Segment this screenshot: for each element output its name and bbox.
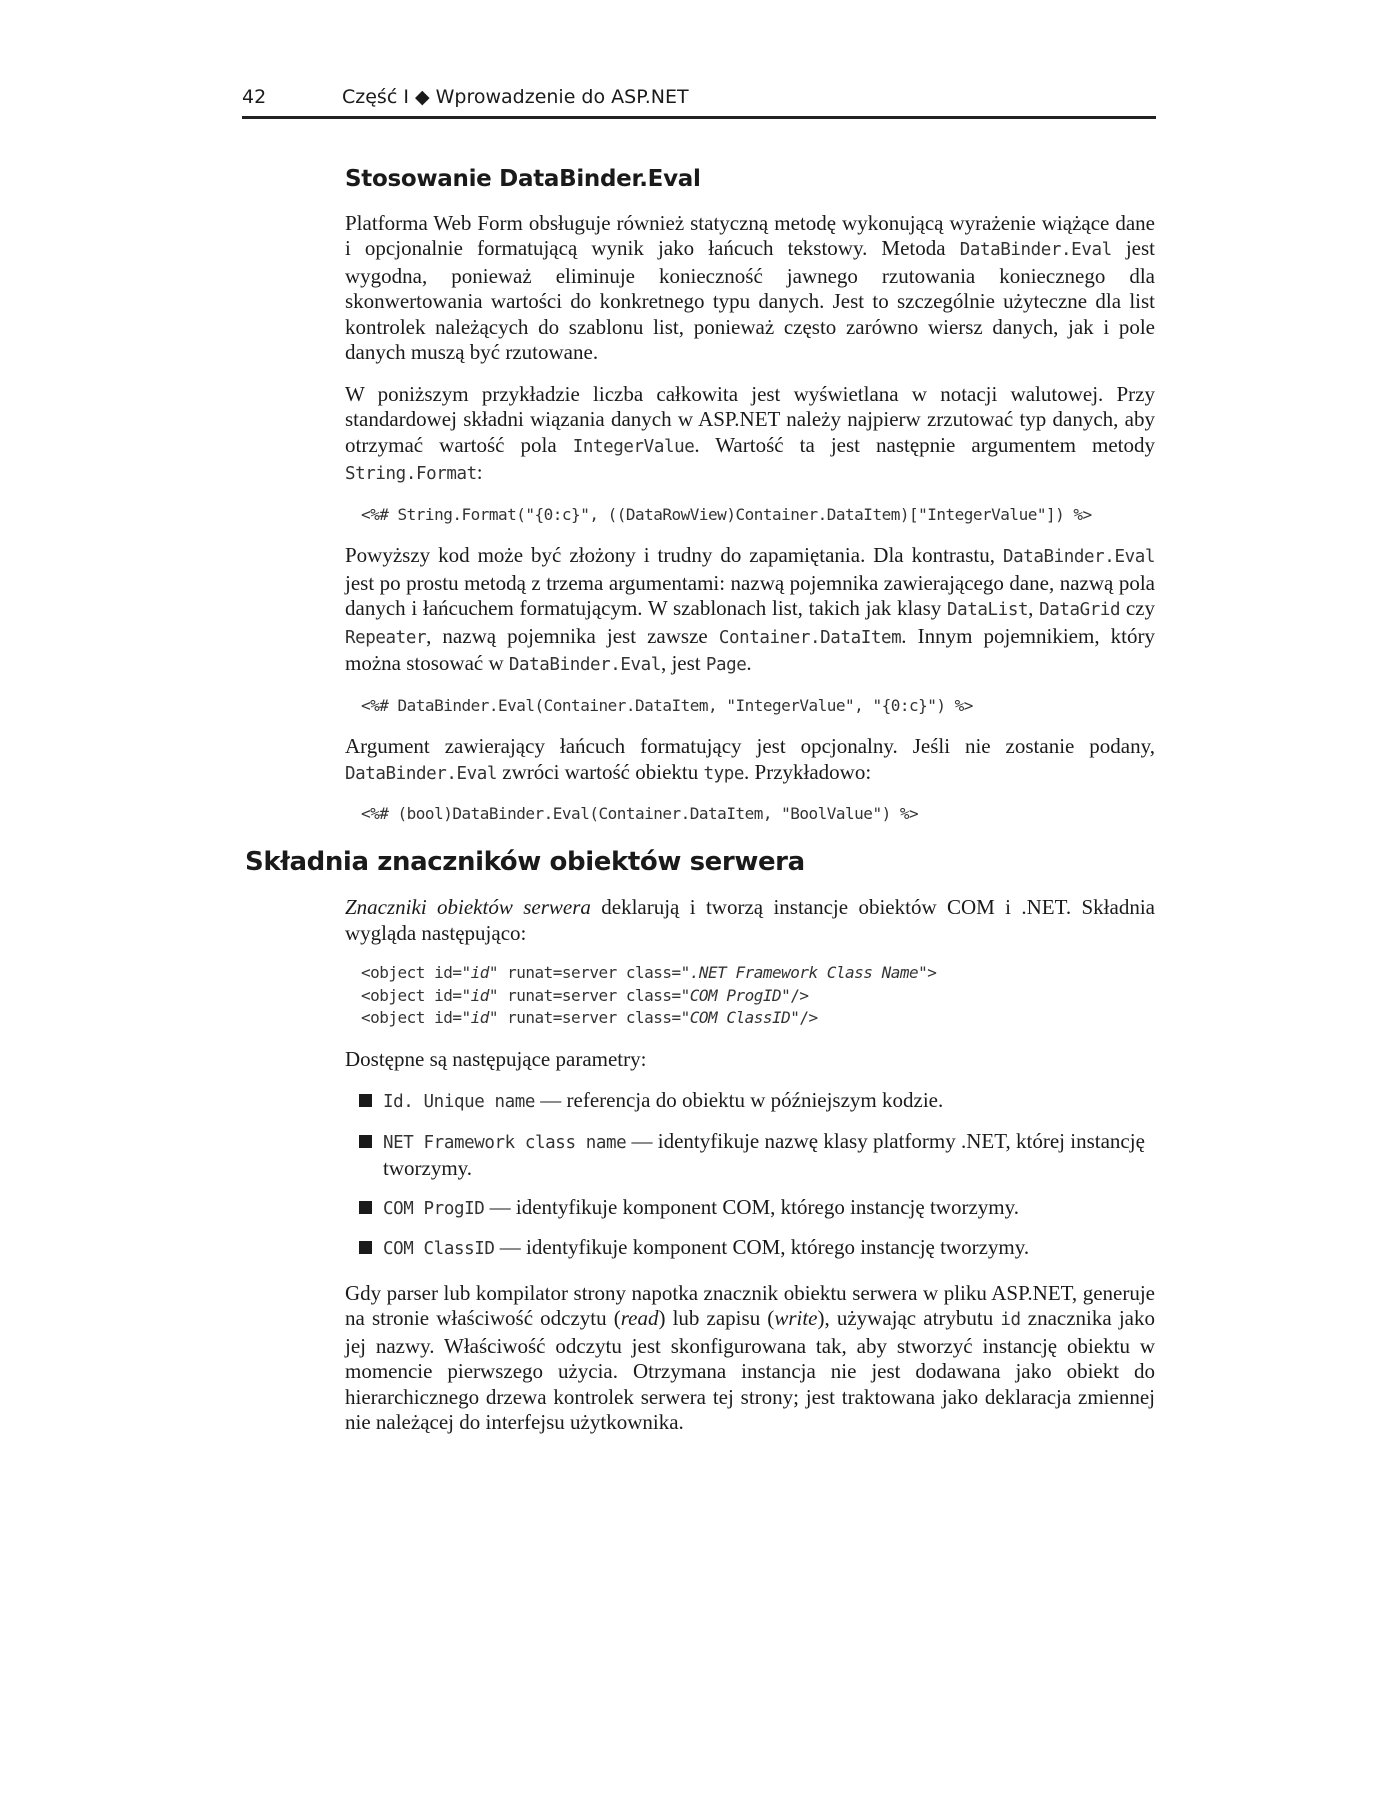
inline-code: Container.DataItem	[718, 627, 902, 648]
list-item: NET Framework class name — identyfikuje nazwę klasy platformy .NET, której instancję tworzymy.	[345, 1129, 1155, 1182]
inline-code: DataGrid	[1039, 600, 1121, 620]
bullet-square-icon	[359, 1241, 372, 1254]
inline-code: DataBinder.Eval	[959, 240, 1112, 260]
inline-code: DataBinder.Eval	[345, 763, 498, 784]
section-heading-databinder-eval: Stosowanie DataBinder.Eval	[345, 166, 701, 192]
code-example-object-tags: <object id="id" runat=server class=".NET Framework Class Name"> <object id="id" runat=server class="COM ProgID"/> <object id="id" runat=server class="COM ClassID"/>	[361, 963, 937, 1027]
inline-code: id	[1000, 1310, 1021, 1330]
inline-code: Repeater	[345, 627, 427, 648]
paragraph: Argument zawierający łańcuch formatujący jest opcjonalny. Jeśli nie zostanie podany, DataBinder.Eval zwróci wartość obiektu type. Przykładowo:	[345, 734, 1155, 784]
parameter-list	[345, 1088, 1155, 1263]
inline-code: DataList	[947, 600, 1029, 620]
running-title: Część I ◆ Wprowadzenie do ASP.NET	[342, 86, 689, 108]
paragraph: Platforma Web Form obsługuje również statyczną metodę wykonującą wyrażenie wiążące dane i opcjonalnie formatującą wynik jako łańcuch tekstowy. Metoda DataBinder.Eval jest wygodna, ponieważ eliminuje konieczność jawnego rzutowania koniecznego dla skonwertowania wartości do konkretnego typu danych. Jest to szczególnie użyteczne dla list kontrolek należących do szablonu list, ponieważ często zarówno wiersz danych, jak i pole danych muszą być rzutowane.	[345, 210, 1155, 364]
page-content	[245, 163, 1155, 1452]
section-heading-server-object-tags: Składnia znaczników obiektów serwera	[245, 846, 805, 877]
inline-code: DataBinder.Eval	[1002, 547, 1155, 567]
inline-code: Page	[705, 655, 747, 675]
params-intro: Dostępne są następujące parametry:	[345, 1046, 647, 1071]
bullet-square-icon	[359, 1135, 372, 1148]
list-item: Id. Unique name — referencja do obiektu w późniejszym kodzie.	[345, 1088, 1155, 1116]
code-example-bool-cast: <%# (bool)DataBinder.Eval(Container.DataItem, "BoolValue") %>	[361, 804, 919, 823]
bullet-square-icon	[359, 1201, 372, 1214]
code-example-string-format: <%# String.Format("{0:c}", ((DataRowView)Container.DataItem)["IntegerValue"]) %>	[361, 504, 1092, 524]
bullet-square-icon	[359, 1094, 372, 1107]
paragraph: Gdy parser lub kompilator strony napotka znacznik obiektu serwera w pliku ASP.NET, generuje na stronie właściwość odczytu (read) lub zapisu (write), używając atrybutu id znacznika jako jej nazwy. Właściwość odczytu jest skonfigurowana tak, aby stworzyć instancję obiektu w momencie pierwszego użycia. Otrzymana instancja nie jest dodawana jako obiekt do hierarchicznego drzewa kontrolek serwera tej strony; jest traktowana jako deklaracja zmiennej nie należącej do interfejsu użytkownika.	[345, 1280, 1155, 1434]
paragraph: Znaczniki obiektów serwera deklarują i tworzą instancje obiektów COM i .NET. Składnia wygląda następująco:	[345, 895, 1155, 945]
code-example-databinder-eval: <%# DataBinder.Eval(Container.DataItem, "IntegerValue", "{0:c}") %>	[361, 695, 973, 715]
running-header	[242, 84, 1156, 119]
inline-code: type	[703, 763, 745, 784]
inline-code: IntegerValue	[572, 436, 695, 457]
list-item: COM ClassID — identyfikuje komponent COM, którego instancję tworzymy.	[345, 1235, 1155, 1263]
page-number: 42	[242, 86, 267, 108]
list-item: COM ProgID — identyfikuje komponent COM, którego instancję tworzymy.	[345, 1195, 1155, 1223]
paragraph: Powyższy kod może być złożony i trudny do zapamiętania. Dla kontrastu, DataBinder.Eval jest po prostu metodą z trzema argumentami: nazwą pojemnika zawierającego dane, nazwą pola danych i łańcuchem formatującym. W szablonach list, takich jak klasy DataList, DataGrid czy Repeater, nazwą pojemnika jest zawsze Container.DataItem. Innym pojemnikiem, który można stosować w DataBinder.Eval, jest Page.	[345, 543, 1155, 675]
inline-code: String.Format	[345, 464, 477, 484]
paragraph: W poniższym przykładzie liczba całkowita jest wyświetlana w notacji walutowej. Przy standardowej składni wiązania danych w ASP.NET należy najpierw zrzutować typ danych, aby otrzymać wartość pola IntegerValue. Wartość ta jest następnie argumentem metody String.Format:	[345, 381, 1155, 484]
inline-code: DataBinder.Eval	[508, 655, 661, 675]
